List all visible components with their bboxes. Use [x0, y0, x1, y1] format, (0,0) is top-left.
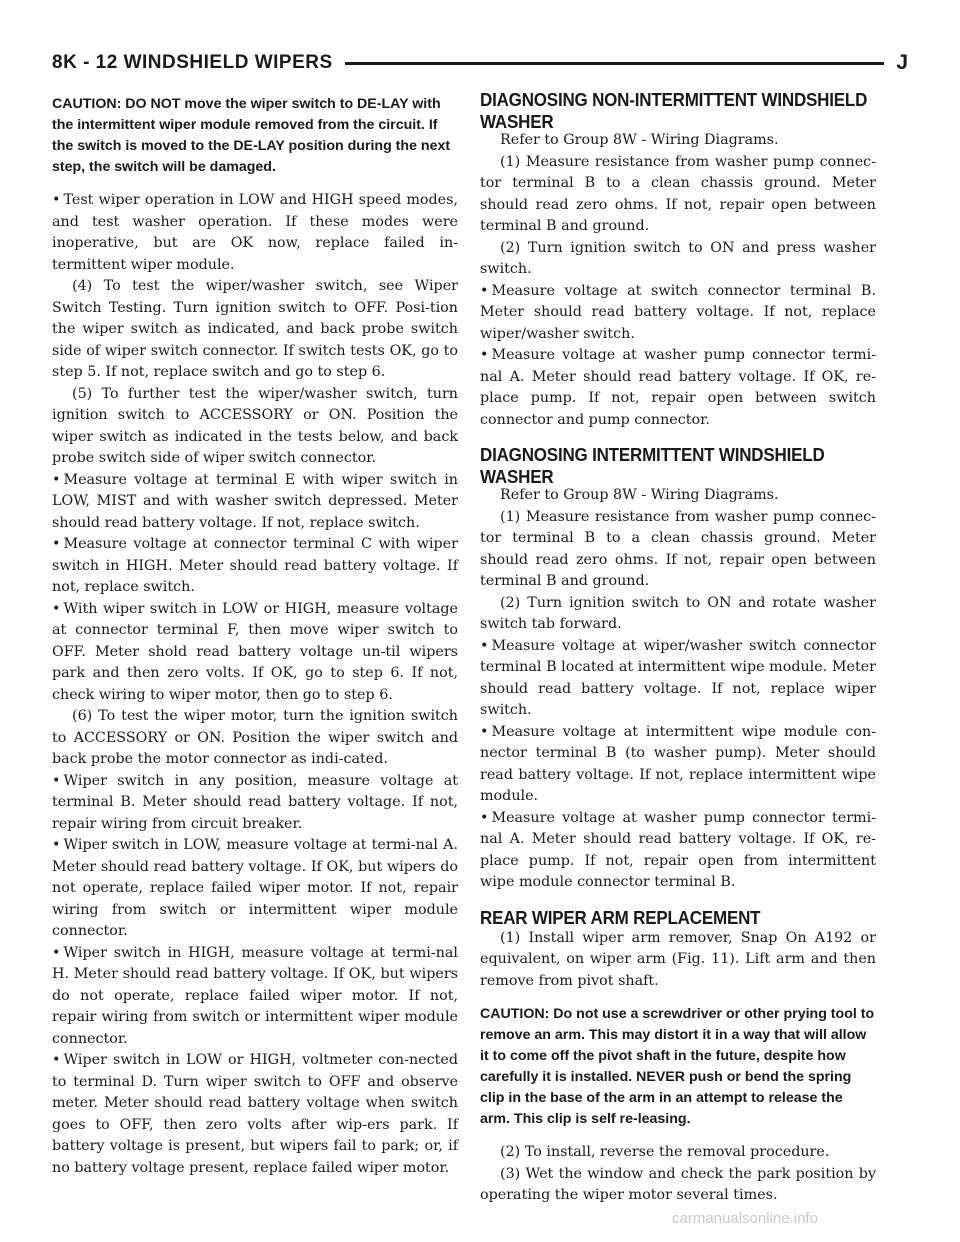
procedure-step: (2) To install, reverse the removal procedure. [500, 1144, 830, 1160]
procedure-step: (3) Wet the window and check the park position by operating the wiper motor several times. [480, 1165, 876, 1203]
procedure-step: (1) Measure resistance from washer pump connec-tor terminal B to a clean chassis ground. Meter should read zero ohms. If not, repair open between terminal B and ground. [480, 153, 876, 234]
procedure-step: (4) To test the wiper/washer switch, see Wiper Switch Testing. Turn ignition switch to OFF. Posi-tion the wiper switch as indicated, and back probe switch side of wiper switch connector. If switch tests OK, go to step 5. If not, replace switch and go to step 6. [52, 278, 458, 380]
section-rear-wiper-paragraphs [480, 928, 876, 993]
procedure-step: (2) Turn ignition switch to ON and rotate washer switch tab forward. [480, 594, 876, 632]
procedure-step: (2) Turn ignition switch to ON and press washer switch. [480, 239, 876, 277]
bullet-item: • Measure voltage at terminal E with wiper switch in LOW, MIST and with washer switch depressed. Meter should read battery voltage. If not, replace switch. [52, 470, 458, 535]
bullet-item: • Wiper switch in LOW, measure voltage at termi-nal A. Meter should read battery voltage. If OK, but wipers do not operate, replace failed wiper motor. If not, repair wiring from switch or intermittent wiper module connector. [52, 835, 458, 943]
procedure-step: (1) Measure resistance from washer pump connec-tor terminal B to a clean chassis ground. Meter should read zero ohms. If not, repair open between terminal B and ground. [480, 508, 876, 589]
page-header [52, 49, 908, 77]
bullet-item: • Wiper switch in LOW or HIGH, voltmeter con-nected to terminal D. Turn wiper switch to OFF and observe meter. Meter should read battery voltage when switch goes to OFF, then zero volts after wip-ers park. If battery voltage is present, but wipers fail to park; or, if no battery voltage present, replace failed wiper motor. [52, 1050, 458, 1179]
section-intermittent-paragraphs [480, 485, 876, 894]
bullet-item: • Wiper switch in any position, measure voltage at terminal B. Meter should read battery voltage. If not, repair wiring from circuit breaker. [52, 771, 458, 836]
right-column [480, 90, 876, 1207]
bullet-item: • Measure voltage at intermittent wipe module con-nector terminal B (to washer pump). Meter should read battery voltage. If not, replace intermittent wipe module. [480, 722, 876, 808]
watermark: carmanualsonline.info [672, 1210, 818, 1227]
caution-note-rear-arm: CAUTION: Do not use a screwdriver or other prying tool to remove an arm. This may distort it in a way that will allow it to come off the pivot shaft in the future, despite how carefully it is installed. NEVER push or bend the spring clip in the base of the arm in an attempt to release the arm. This clip is self re-leasing. [480, 1006, 875, 1127]
section-title-rear-wiper-arm: REAR WIPER ARM REPLACEMENT [480, 907, 761, 929]
left-paragraphs [52, 190, 458, 1179]
section-non-intermittent-paragraphs [480, 130, 876, 431]
section-title-intermittent-washer: DIAGNOSING INTERMITTENT WINDSHIELD WASHER [480, 445, 825, 488]
vehicle-code-letter: J [896, 51, 908, 74]
bullet-item: • Test wiper operation in LOW and HIGH speed modes, and test washer operation. If these modes were inoperative, but are OK now, replace failed in-termittent wiper module. [52, 190, 458, 276]
procedure-step: Refer to Group 8W - Wiring Diagrams. [500, 487, 779, 503]
section-title-non-intermittent-washer: DIAGNOSING NON-INTERMITTENT WINDSHIELD WASHER [480, 90, 868, 133]
bullet-item: • Measure voltage at connector terminal C with wiper switch in HIGH. Meter should read battery voltage. If not, replace switch. [52, 534, 458, 599]
procedure-step: (1) Install wiper arm remover, Snap On A192 or equivalent, on wiper arm (Fig. 11). Lift arm and then remove from pivot shaft. [480, 929, 876, 989]
caution-note: CAUTION: DO NOT move the wiper switch to DE-LAY with the intermittent wiper module removed from the circuit. If the switch is moved to the DE-LAY position during the next step, the switch will be damaged. [52, 96, 451, 175]
bullet-item: • Measure voltage at washer pump connector termi-nal A. Meter should read battery voltage. If OK, re-place pump. If not, repair open from intermittent wipe module connector terminal B. [480, 808, 876, 894]
procedure-step: Refer to Group 8W - Wiring Diagrams. [500, 132, 779, 148]
section-rear-wiper-paragraphs-after [480, 1142, 876, 1207]
left-column [52, 90, 458, 1179]
bullet-item: • Wiper switch in HIGH, measure voltage at termi-nal H. Meter should read battery voltage. If OK, but wipers do not operate, replace failed wiper motor. If not, repair wiring from switch or intermittent wiper module connector. [52, 943, 458, 1051]
bullet-item: • With wiper switch in LOW or HIGH, measure voltage at connector terminal F, then move wiper switch to OFF. Meter shold read battery voltage un-til wipers park and then zero volts. If OK, go to step 6. If not, check wiring to wiper motor, then go to step 6. [52, 599, 458, 707]
header-rule [345, 62, 885, 65]
procedure-step: (5) To further test the wiper/washer switch, turn ignition switch to ACCESSORY or ON. Position the wiper switch as indicated in the tests below, and back probe switch side of wiper switch connector. [52, 385, 458, 466]
bullet-item: • Measure voltage at wiper/washer switch connector terminal B located at intermittent wipe module. Meter should read battery voltage. If not, replace wiper switch. [480, 636, 876, 722]
procedure-step: (6) To test the wiper motor, turn the ignition switch to ACCESSORY or ON. Position the wiper switch and back probe the motor connector as indi-cated. [52, 708, 458, 767]
bullet-item: • Measure voltage at switch connector terminal B. Meter should read battery voltage. If not, replace wiper/washer switch. [480, 281, 876, 346]
bullet-item: • Measure voltage at washer pump connector termi-nal A. Meter should read battery voltage. If OK, re-place pump. If not, repair open between switch connector and pump connector. [480, 345, 876, 431]
page-number-and-chapter: 8K - 12 WINDSHIELD WIPERS [52, 52, 333, 73]
